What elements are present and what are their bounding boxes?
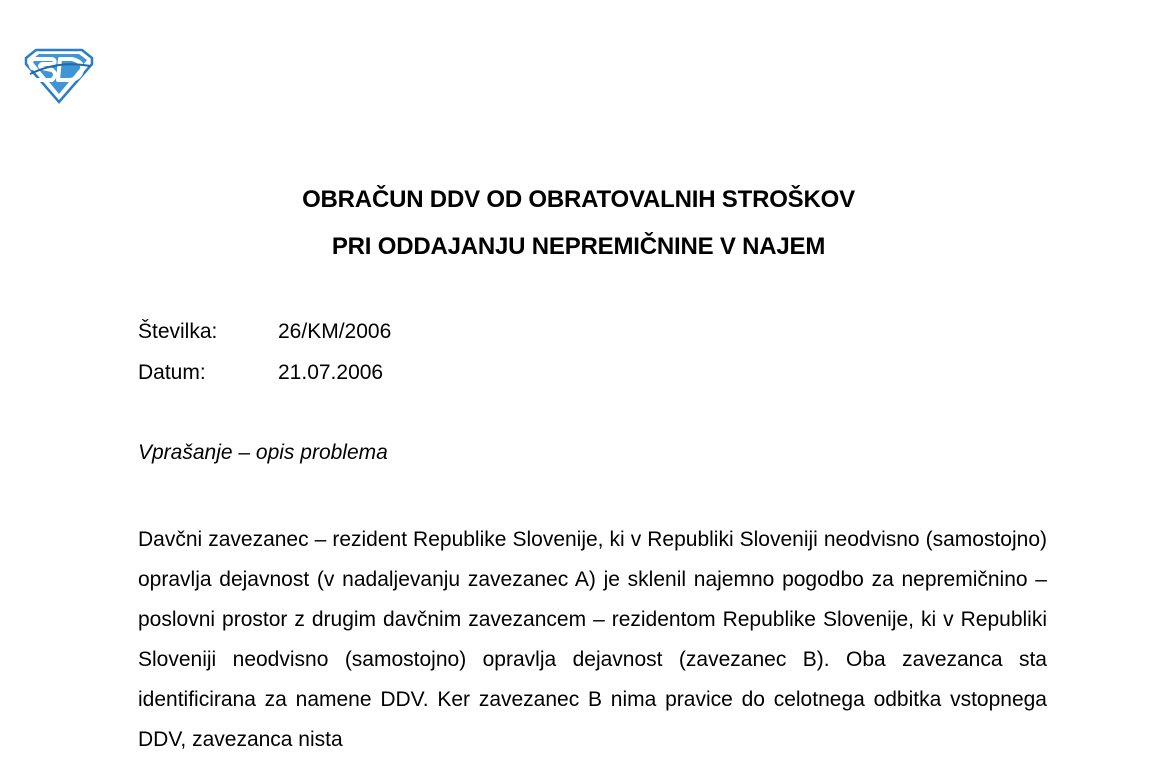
company-logo (22, 48, 96, 104)
number-value: 26/KM/2006 (278, 320, 392, 343)
document-title-line-2: PRI ODDAJANJU NEPREMIČNINE V NAJEM (331, 233, 826, 260)
meta-number-row (138, 320, 391, 344)
number-label: Številka: (138, 320, 218, 343)
date-value: 21.07.2006 (278, 361, 384, 384)
date-label: Datum: (138, 361, 206, 384)
body-paragraph: Davčni zavezanec – rezident Republike Slovenije, ki v Republiki Sloveniji neodvisno (samostojno) opravlja dejavnost (v nadaljevanju zavezanec A) je sklenil najemno pogodbo za nepremičnino – poslovni prostor z drugim davčnim zavezancem – rezidentom Republike Slovenije, ki v Republiki Sloveniji neodvisno (samostojno) opravlja dejavnost (zavezanec B). Oba zavezanca sta identificirana za namene DDV. Ker zavezanec B nima pravice do celotnega odbitka vstopnega DDV, zavezanca nista (138, 528, 1047, 751)
logo-shield-icon (22, 48, 96, 104)
meta-date-row (138, 361, 383, 385)
section-heading: Vprašanje – opis problema (138, 441, 388, 464)
document-title-line-1: OBRAČUN DDV OD OBRATOVALNIH STROŠKOV (302, 186, 855, 213)
